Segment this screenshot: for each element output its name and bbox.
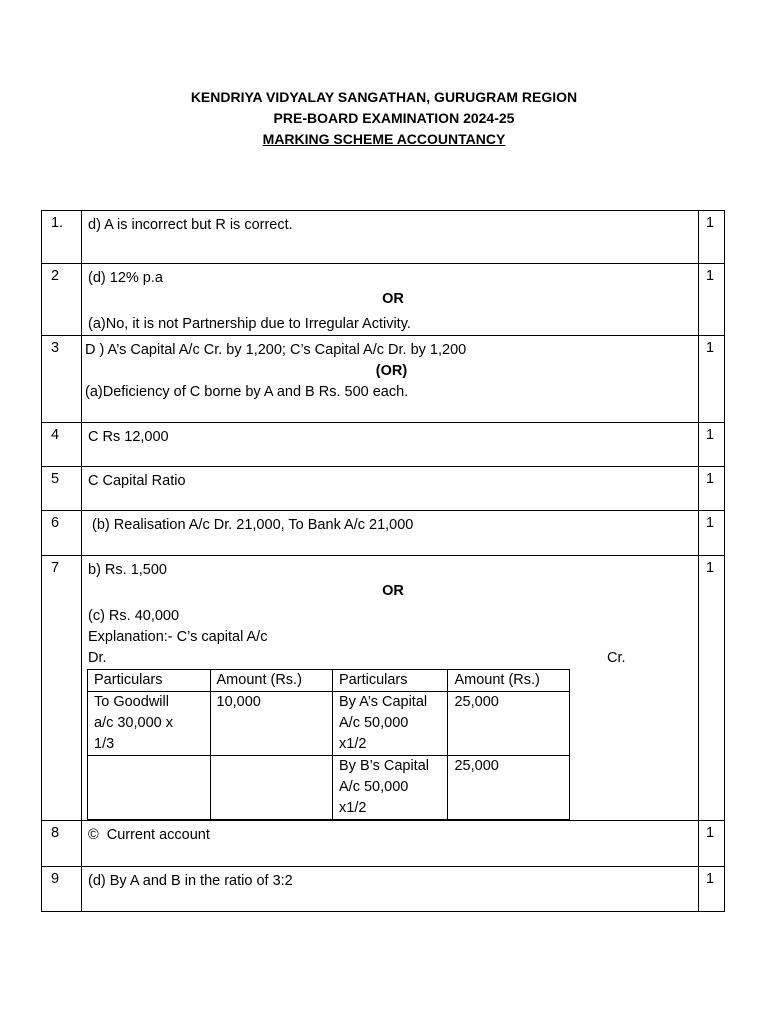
question-number: 8 <box>42 821 82 867</box>
answer-text: (b) Realisation A/c Dr. 21,000, To Bank A/c 21,000 <box>88 517 414 533</box>
table-row <box>42 336 725 423</box>
marks-cell: 1 <box>699 511 725 556</box>
table-row <box>42 467 725 511</box>
question-number: 1. <box>42 211 82 264</box>
question-number: 5 <box>42 467 82 511</box>
answer-cell <box>82 467 699 511</box>
marks-cell: 1 <box>699 467 725 511</box>
table-row <box>42 821 725 867</box>
table-row <box>42 867 725 912</box>
marks-cell: 1 <box>699 211 725 264</box>
answer-cell <box>82 423 699 467</box>
ledger-particulars: By A’s Capital A/c 50,000 x1/2 <box>333 692 448 756</box>
question-number: 2 <box>42 264 82 336</box>
answer-text: C Rs 12,000 <box>88 429 169 445</box>
table-row <box>42 423 725 467</box>
question-number: 6 <box>42 511 82 556</box>
school-name-heading: KENDRIYA VIDYALAY SANGATHAN, GURUGRAM REGION <box>190 89 578 105</box>
ledger-particulars: To Goodwill a/c 30,000 x 1/3 <box>88 692 211 756</box>
marks-cell: 1 <box>699 336 725 423</box>
ledger-dr-cr-labels <box>88 648 698 669</box>
answer-cell <box>82 556 699 821</box>
answer-cell <box>82 264 699 336</box>
answer-text: (d) By A and B in the ratio of 3:2 <box>88 873 293 889</box>
answer-cell <box>82 867 699 912</box>
answer-text: d) A is incorrect but R is correct. <box>88 217 293 233</box>
answer-cell <box>82 211 699 264</box>
ledger-row <box>88 756 570 820</box>
exam-title-heading: PRE-BOARD EXAMINATION 2024-25 <box>273 110 515 126</box>
answer-text: (a)No, it is not Partnership due to Irregular Activity. <box>88 316 411 332</box>
answer-text: (a)Deficiency of C borne by A and B Rs. 500 each. <box>85 384 409 400</box>
table-row <box>42 556 725 821</box>
answer-cell <box>82 821 699 867</box>
debit-label: Dr. <box>88 650 107 666</box>
marks-cell: 1 <box>699 867 725 912</box>
question-number: 3 <box>42 336 82 423</box>
answer-text: b) Rs. 1,500 <box>88 562 167 578</box>
marks-cell: 1 <box>699 423 725 467</box>
marking-scheme-table <box>41 210 725 912</box>
marking-scheme-heading: MARKING SCHEME ACCOUNTANCY <box>262 131 506 147</box>
ledger-header: Particulars <box>333 670 448 692</box>
answer-cell <box>82 511 699 556</box>
ledger-header-row <box>88 670 570 692</box>
ledger-header: Particulars <box>88 670 211 692</box>
ledger-amount: 25,000 <box>448 756 570 820</box>
or-label: OR <box>382 583 404 599</box>
ledger-amount <box>210 756 333 820</box>
or-label: OR <box>382 291 404 307</box>
answer-text: D ) A’s Capital A/c Cr. by 1,200; C’s Capital A/c Dr. by 1,200 <box>85 342 467 358</box>
ledger-header: Amount (Rs.) <box>210 670 333 692</box>
answer-text: © Current account <box>88 827 210 843</box>
marks-cell: 1 <box>699 556 725 821</box>
marks-cell: 1 <box>699 821 725 867</box>
answer-text: (c) Rs. 40,000 <box>88 608 180 624</box>
marks-cell: 1 <box>699 264 725 336</box>
table-row <box>42 511 725 556</box>
answer-text: C Capital Ratio <box>88 473 186 489</box>
table-row <box>42 211 725 264</box>
answer-cell <box>82 336 699 423</box>
question-number: 9 <box>42 867 82 912</box>
ledger-particulars <box>88 756 211 820</box>
answer-text: (d) 12% p.a <box>88 270 163 286</box>
ledger-row <box>88 692 570 756</box>
table-row <box>42 264 725 336</box>
ledger-amount: 25,000 <box>448 692 570 756</box>
ledger-header: Amount (Rs.) <box>448 670 570 692</box>
ledger-amount: 10,000 <box>210 692 333 756</box>
question-number: 7 <box>42 556 82 821</box>
question-number: 4 <box>42 423 82 467</box>
credit-label: Cr. <box>607 650 626 666</box>
ledger-particulars: By B’s Capital A/c 50,000 x1/2 <box>333 756 448 820</box>
explanation-text: Explanation:- C’s capital A/c <box>88 629 268 645</box>
or-label: (OR) <box>375 363 408 379</box>
capital-account-ledger <box>87 669 570 820</box>
